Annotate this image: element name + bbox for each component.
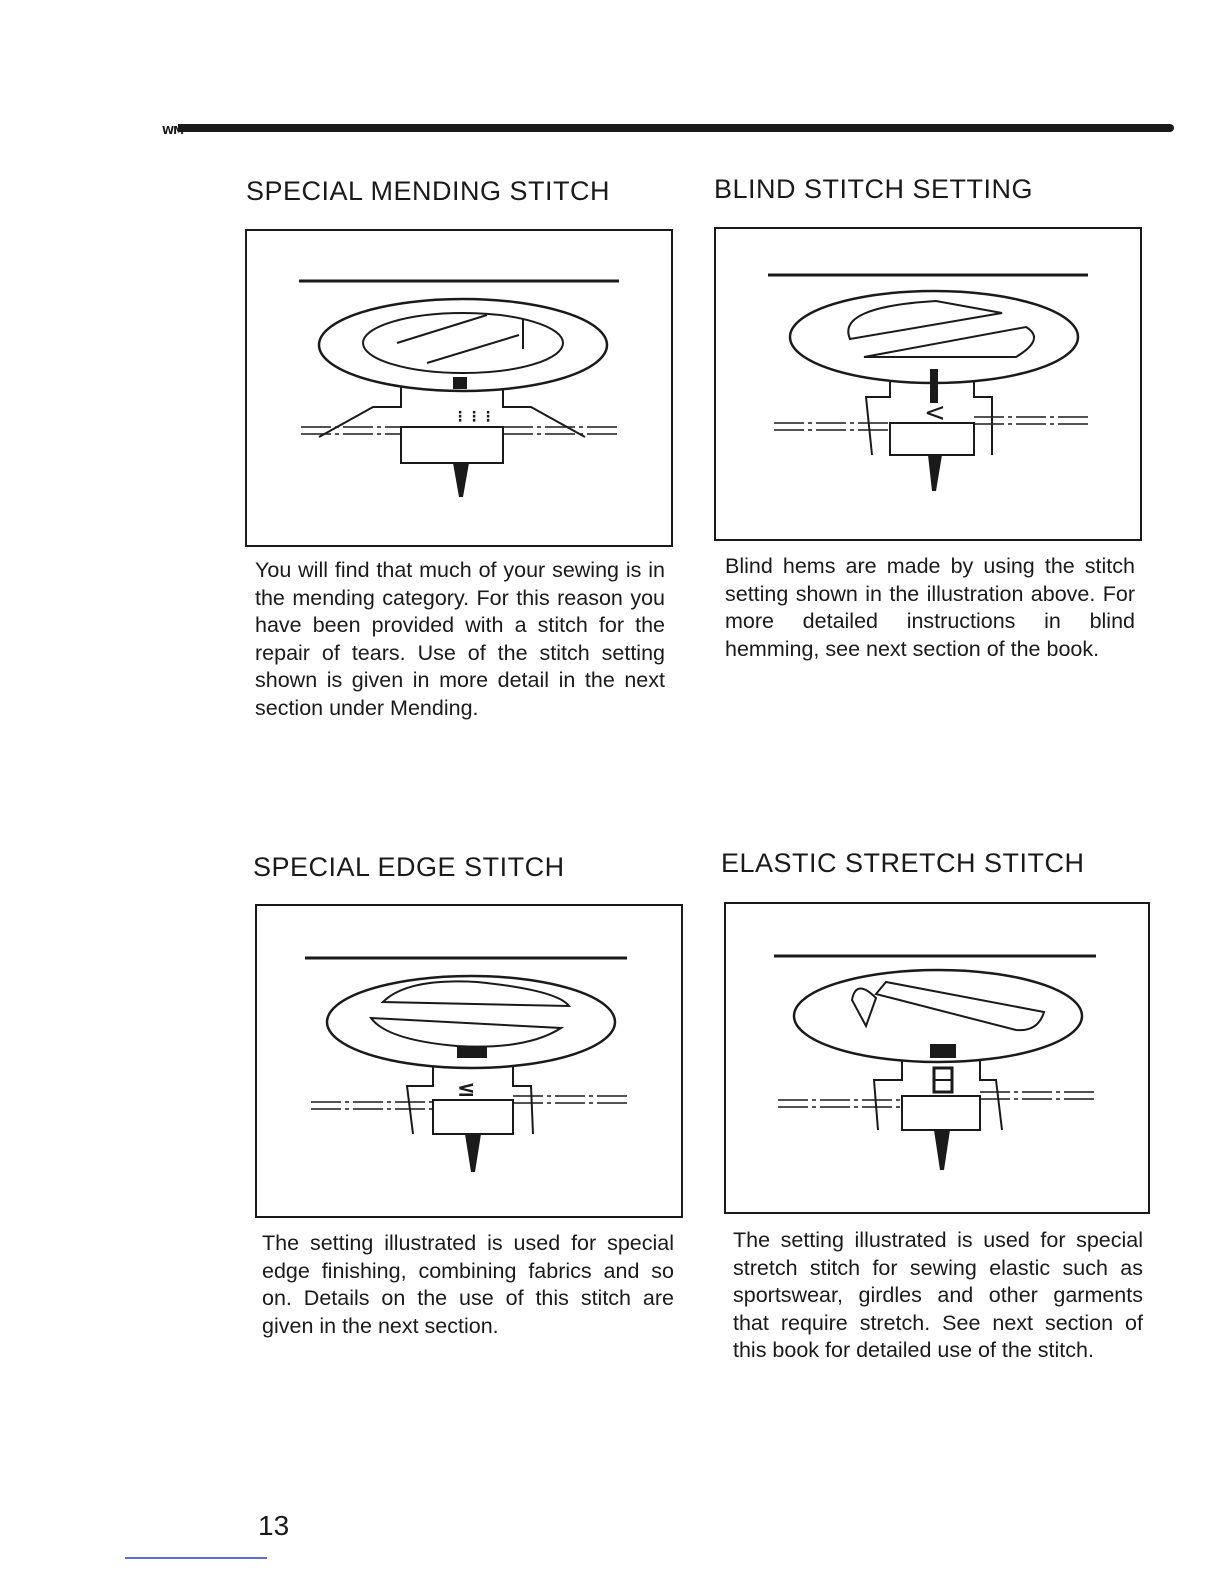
stitch-dial-edge-icon xyxy=(257,906,681,1216)
section-body: The setting illustrated is used for special edge finishing, combining fabrics and so on. Details on the use of this stitch are given in the next section. xyxy=(262,1231,674,1338)
section-body: Blind hems are made by using the stitch setting shown in the illustration above. For more detailed instructions in blind hemming, see next section of the book. xyxy=(725,554,1135,661)
stitch-dial-mending-icon xyxy=(247,231,671,545)
stitch-dial-blind-icon xyxy=(716,229,1140,539)
section-body: The setting illustrated is used for special stretch stitch for sewing elastic such as sportswear, girdles and other garments that require stretch. See next section of this book for detailed use of the stitch. xyxy=(733,1228,1143,1362)
bottom-rule xyxy=(125,1557,267,1559)
figure-special-mending-stitch xyxy=(245,229,673,547)
section-title: SPECIAL MENDING STITCH xyxy=(246,176,611,206)
section-title: BLIND STITCH SETTING xyxy=(714,174,1034,204)
section-elastic-stretch-stitch xyxy=(721,848,1151,879)
corner-mark: WM xyxy=(162,124,184,137)
stitch-dial-elastic-icon xyxy=(726,904,1148,1212)
svg-text:<: < xyxy=(924,398,946,428)
figure-elastic-stretch-stitch xyxy=(724,902,1150,1214)
figure-blind-stitch-setting xyxy=(714,227,1142,541)
svg-text:≤: ≤ xyxy=(457,1077,476,1102)
section-special-edge-stitch xyxy=(253,852,683,883)
figure-special-edge-stitch xyxy=(255,904,683,1218)
section-title: SPECIAL EDGE STITCH xyxy=(253,852,565,882)
section-special-mending-stitch xyxy=(246,176,676,207)
section-body: You will find that much of your sewing is in the mending category. For this reason you have been provided with a stitch for the repair of tears. Use of the stitch setting shown is given in more detail in the next section under Mending. xyxy=(255,558,665,720)
section-blind-stitch-setting xyxy=(714,174,1144,205)
page-number: 13 xyxy=(258,1510,290,1541)
svg-text:⋮⋮⋮: ⋮⋮⋮ xyxy=(453,409,495,425)
top-rule xyxy=(178,124,1174,132)
section-title: ELASTIC STRETCH STITCH xyxy=(721,848,1085,878)
